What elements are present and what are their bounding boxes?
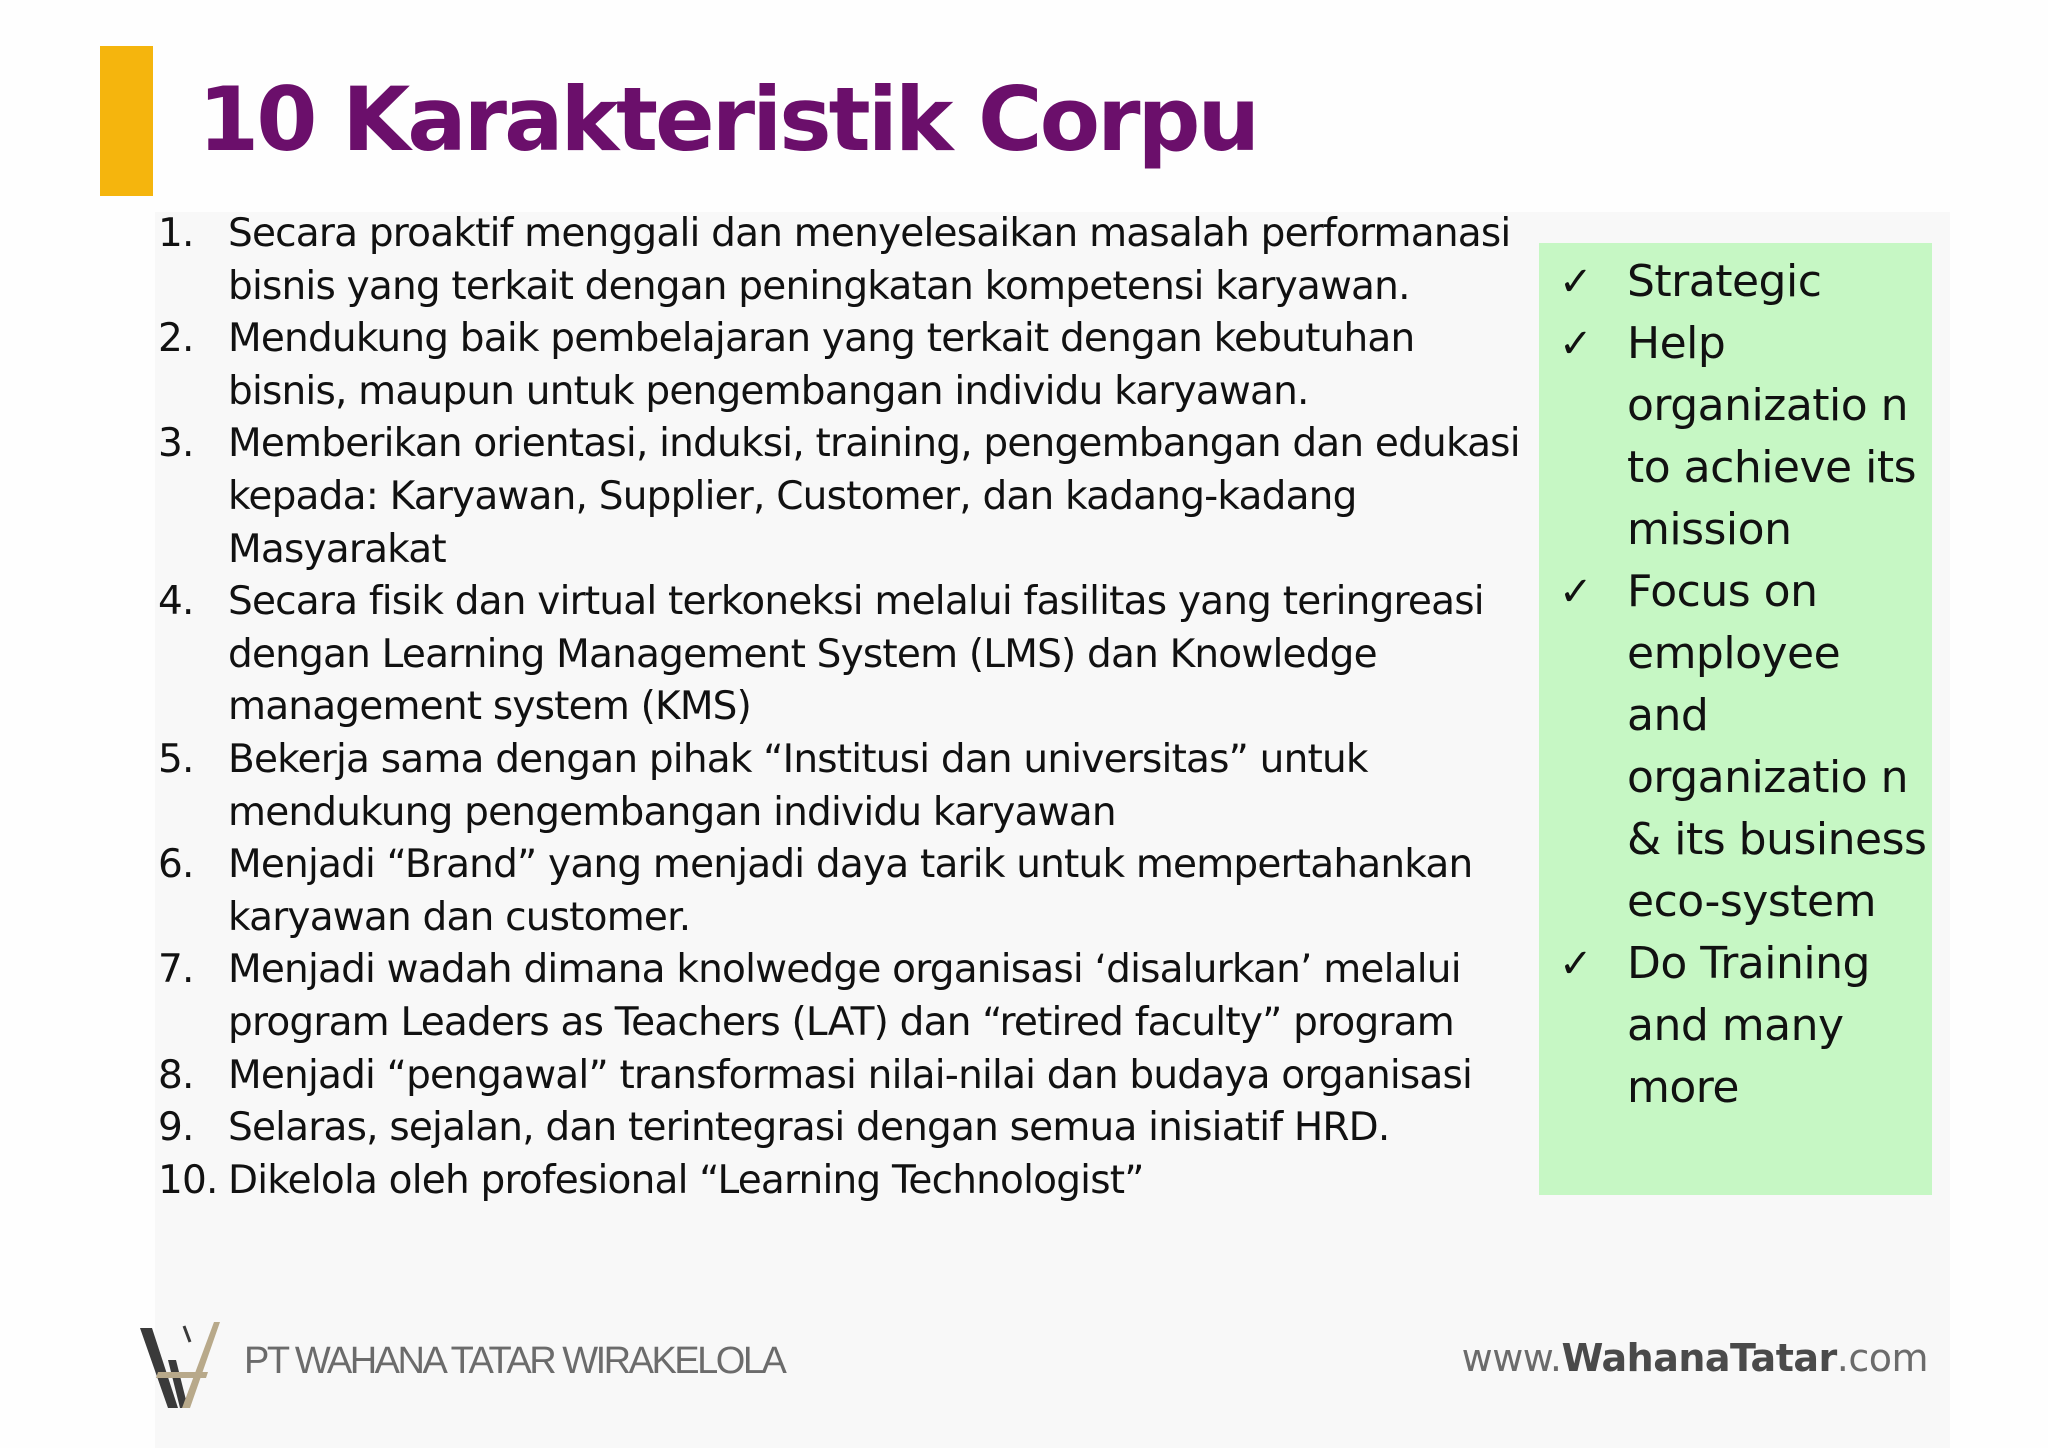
list-text: Mendukung baik pembelajaran yang terkait dengan kebutuhan bisnis, maupun untuk pengembangan individu karyawan. [228, 316, 1415, 414]
list-text: Secara fisik dan virtual terkoneksi melalui fasilitas yang teringreasi dengan Learning Management System (LMS) dan Knowledge management system (KMS) [228, 579, 1484, 730]
list-number: 2. [158, 316, 194, 362]
website-suffix: .com [1836, 1336, 1928, 1380]
list-number: 7. [158, 947, 194, 993]
list-item [158, 839, 1533, 944]
list-text: Menjadi wadah dimana knolwedge organisasi ‘disalurkan’ melalui program Leaders as Teachers (LAT) dan “retired faculty” program [228, 947, 1461, 1045]
list-text: Bekerja sama dengan pihak “Institusi dan universitas” untuk mendukung pengembangan individu karyawan [228, 736, 1368, 835]
check-icon: ✓ [1559, 941, 1593, 987]
list-number: 3. [158, 421, 194, 467]
list-text: Dikelola oleh profesional “Learning Technologist” [228, 1157, 1144, 1203]
title-accent-bar [100, 46, 153, 196]
company-name: PT WAHANA TATAR WIRAKELOLA [244, 1340, 785, 1382]
list-text: Menjadi “Brand” yang menjadi daya tarik untuk mempertahankan karyawan dan customer. [228, 842, 1473, 940]
summary-text: Focus on employee and organizatio n & its business eco-system [1627, 566, 1927, 927]
website-brand: WahanaTatar [1561, 1336, 1837, 1380]
list-text: Memberikan orientasi, induksi, training, pengembangan dan edukasi kepada: Karyawan, Supplier, Customer, dan kadang-kadang Masyarakat [228, 421, 1520, 572]
list-number: 6. [158, 842, 194, 888]
list-item [158, 1102, 1533, 1155]
list-number: 9. [158, 1105, 194, 1151]
summary-box [1539, 243, 1932, 1195]
check-icon: ✓ [1559, 259, 1593, 305]
list-text: Secara proaktif menggali dan menyelesaikan masalah performanasi bisnis yang terkait dengan peningkatan kompetensi karyawan. [228, 211, 1511, 309]
slide-title: 10 Karakteristik Corpu [198, 68, 1258, 171]
summary-text: Help organizatio n to achieve its mission [1627, 318, 1916, 555]
summary-list [1539, 251, 1932, 1119]
website-link[interactable] [1462, 1336, 1928, 1380]
summary-text: Strategic [1627, 256, 1822, 307]
list-item [158, 208, 1533, 313]
summary-item [1539, 313, 1932, 561]
summary-text: Do Training and many more [1627, 938, 1870, 1113]
characteristics-list [158, 208, 1533, 1207]
list-number: 4. [158, 579, 194, 625]
summary-item [1539, 561, 1932, 933]
list-item [158, 1155, 1533, 1208]
list-item [158, 734, 1533, 839]
list-number: 10. [158, 1157, 218, 1203]
summary-item [1539, 933, 1932, 1119]
list-item [158, 313, 1533, 418]
list-number: 5. [158, 736, 194, 782]
list-number: 1. [158, 211, 194, 256]
list-text: Selaras, sejalan, dan terintegrasi dengan semua inisiatif HRD. [228, 1105, 1390, 1151]
check-icon: ✓ [1559, 569, 1593, 615]
list-item [158, 1050, 1533, 1103]
company-logo-icon [138, 1320, 238, 1410]
list-text: Menjadi “pengawal” transformasi nilai-nilai dan budaya organisasi [228, 1052, 1473, 1098]
list-item [158, 944, 1533, 1049]
list-number: 8. [158, 1052, 194, 1098]
list-item [158, 576, 1533, 734]
website-prefix: www. [1461, 1336, 1562, 1380]
list-item [158, 418, 1533, 576]
summary-item [1539, 251, 1932, 313]
check-icon: ✓ [1559, 321, 1593, 367]
